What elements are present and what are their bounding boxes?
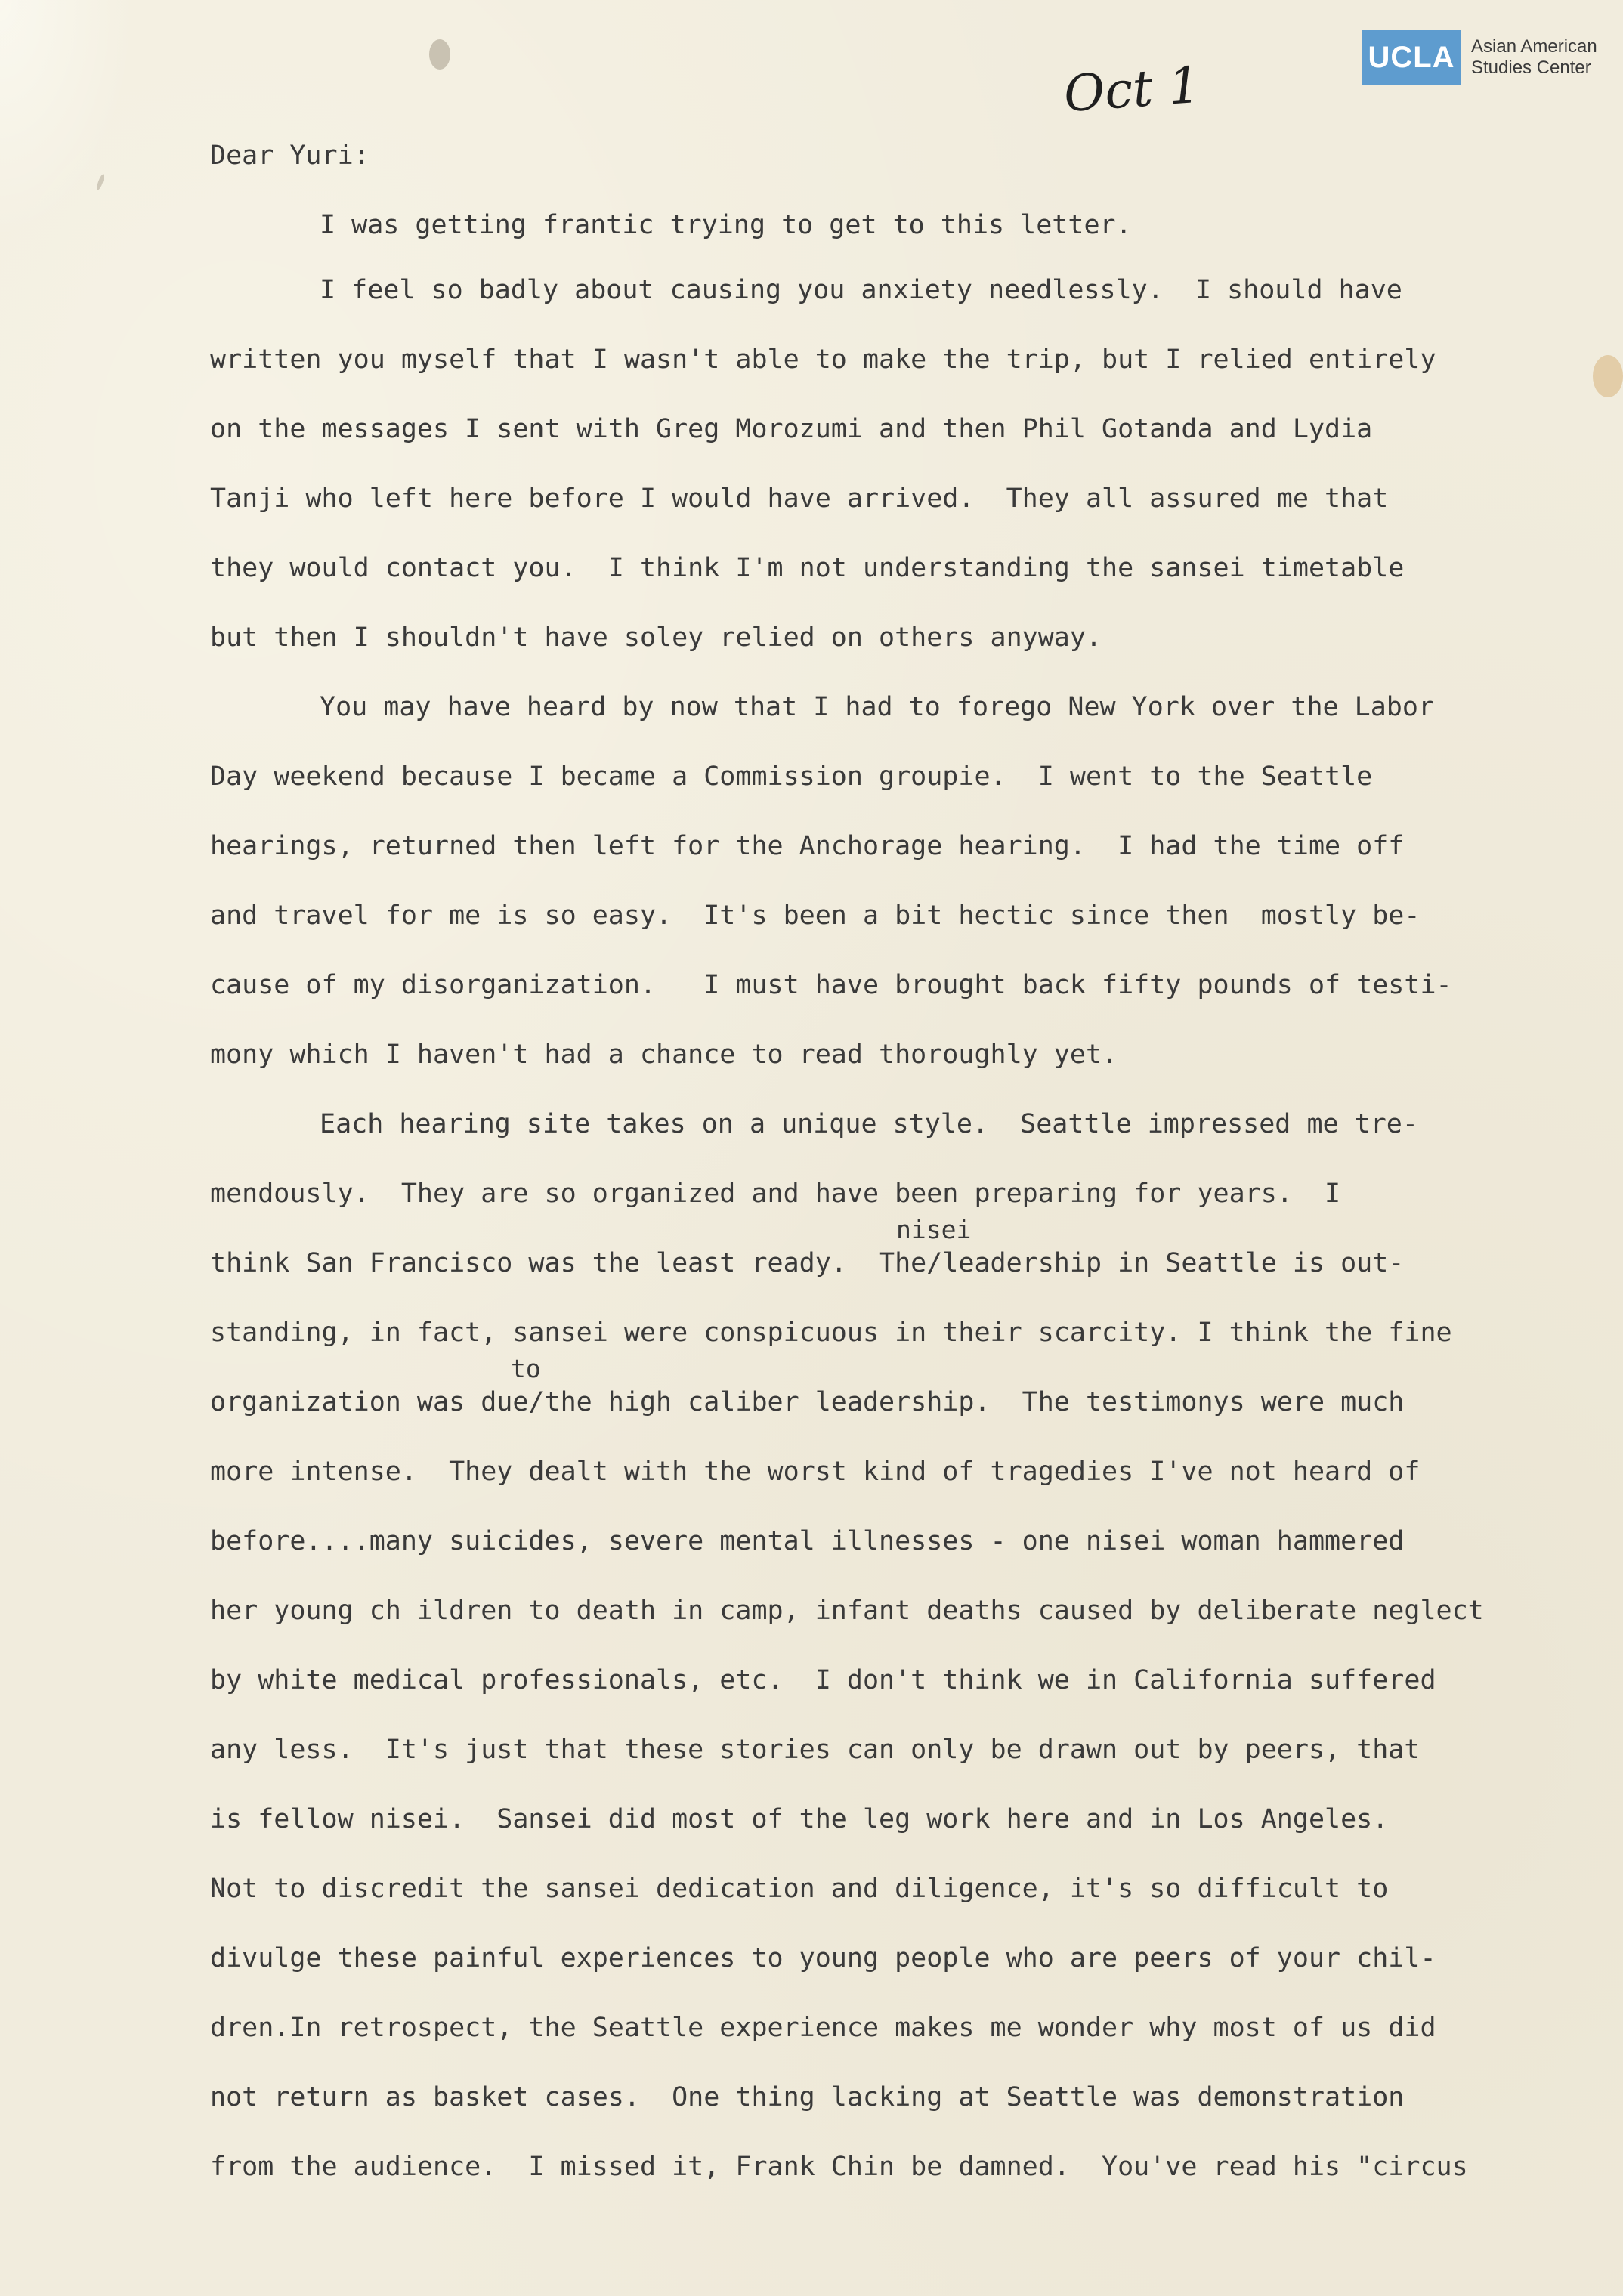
salutation: Dear Yuri: [210,141,369,171]
letter-line: not return as basket cases. One thing lacking at Seattle was demonstration [210,2082,1405,2112]
letter-line: from the audience. I missed it, Frank Chin be damned. You've read his "circus [210,2152,1468,2182]
handwritten-insert-to: to [511,1354,541,1383]
letter-line: they would contact you. I think I'm not understanding the sansei timetable [210,553,1405,583]
letter-line: written you myself that I wasn't able to make the trip, but I relied entirely [210,345,1436,375]
paper-stain [1593,355,1623,397]
letter-line: by white medical professionals, etc. I don't think we in California suffered [210,1665,1436,1695]
letter-line: mendously. They are so organized and have been preparing for years. I [210,1179,1341,1209]
letter-line: Each hearing site takes on a unique style. Seattle impressed me tre- [320,1109,1418,1139]
letter-line: Day weekend because I became a Commission groupie. I went to the Seattle [210,762,1373,792]
letter-line: Tanji who left here before I would have arrived. They all assured me that [210,484,1389,514]
archive-badge [1362,30,1597,85]
letter-line: but then I shouldn't have soley relied on others anyway. [210,623,1102,653]
letter-line: dren.In retrospect, the Seattle experience makes me wonder why most of us did [210,2013,1436,2043]
center-name-line1: Asian American [1471,36,1597,57]
paper-stain [429,39,450,70]
letter-line: mony which I haven't had a chance to read thoroughly yet. [210,1040,1118,1070]
letter-line: I feel so badly about causing you anxiety needlessly. I should have [320,275,1402,305]
letter-line: her young ch ildren to death in camp, infant deaths caused by deliberate neglect [210,1596,1484,1626]
letter-line: I was getting frantic trying to get to this letter. [320,210,1132,240]
handwritten-date: Oct 1 [1062,55,1203,124]
letter-line: on the messages I sent with Greg Morozumi and then Phil Gotanda and Lydia [210,414,1373,444]
ucla-logo: UCLA [1362,30,1461,85]
letter-line: You may have heard by now that I had to forego New York over the Labor [320,692,1435,722]
letter-line: before....many suicides, severe mental illnesses - one nisei woman hammered [210,1526,1405,1556]
letter-line: organization was due/the high caliber leadership. The testimonys were much [210,1387,1405,1417]
letter-line: and travel for me is so easy. It's been a bit hectic since then mostly be- [210,901,1421,931]
letter-line: any less. It's just that these stories can only be drawn out by peers, that [210,1735,1421,1765]
letter-line: divulge these painful experiences to young people who are peers of your chil- [210,1943,1436,1973]
letter-line: standing, in fact, sansei were conspicuous in their scarcity. I think the fine [210,1318,1452,1348]
letter-line: is fellow nisei. Sansei did most of the leg work here and in Los Angeles. [210,1804,1389,1834]
center-name-line2: Studies Center [1471,57,1591,78]
center-name [1471,36,1597,79]
letter-line: more intense. They dealt with the worst kind of tragedies I've not heard of [210,1457,1421,1487]
paper-fold-highlight [0,0,136,242]
letter-line: cause of my disorganization. I must have brought back fifty pounds of testi- [210,970,1452,1000]
letter-line: think San Francisco was the least ready. The/leadership in Seattle is out- [210,1248,1405,1278]
letter-line: hearings, returned then left for the Anchorage hearing. I had the time off [210,831,1405,861]
letter-line: Not to discredit the sansei dedication and diligence, it's so difficult to [210,1874,1389,1904]
handwritten-insert-nisei: nisei [896,1215,972,1244]
